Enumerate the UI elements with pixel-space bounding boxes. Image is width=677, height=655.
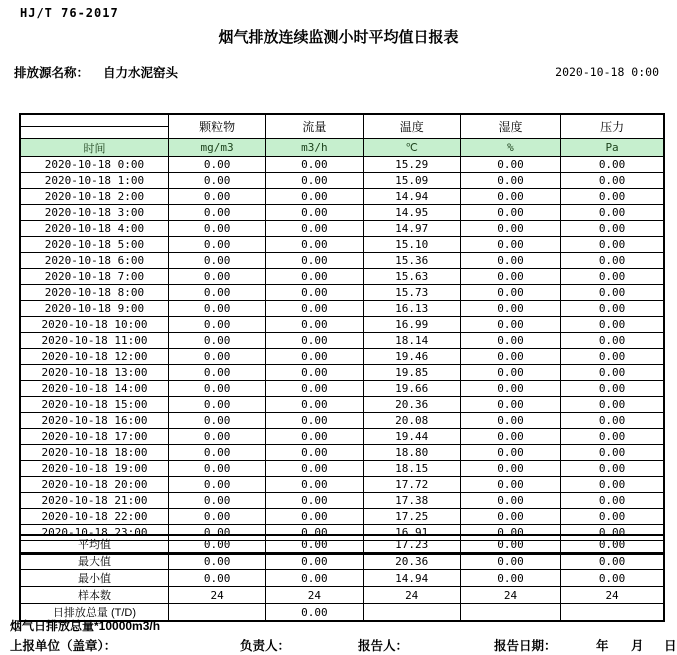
value-cell: 0.00 (460, 333, 560, 349)
summary-value-cell: 24 (168, 587, 265, 604)
table-row (20, 413, 664, 429)
time-cell: 2020-10-18 10:00 (20, 317, 168, 333)
value-cell: 0.00 (266, 525, 363, 541)
value-cell: 0.00 (266, 445, 363, 461)
value-cell: 0.00 (266, 317, 363, 333)
time-cell: 2020-10-18 22:00 (20, 509, 168, 525)
value-cell: 0.00 (561, 237, 664, 253)
emission-source-name: 自力水泥窑头 (103, 66, 179, 80)
column-header-flow: 流量 (266, 114, 363, 139)
table-row (20, 237, 664, 253)
value-cell: 0.00 (460, 397, 560, 413)
value-cell: 0.00 (266, 237, 363, 253)
value-cell: 0.00 (561, 445, 664, 461)
table-row (20, 189, 664, 205)
summary-label-cell: 平均值 (20, 535, 168, 553)
summary-value-cell: 24 (266, 587, 363, 604)
responsible-person-label: 负责人： (240, 639, 291, 653)
value-cell: 0.00 (561, 173, 664, 189)
value-cell: 0.00 (168, 205, 265, 221)
reporter-label: 报告人： (358, 639, 409, 653)
value-cell: 0.00 (266, 173, 363, 189)
value-cell: 18.15 (363, 461, 460, 477)
value-cell: 0.00 (460, 285, 560, 301)
summary-value-cell: 0.00 (266, 604, 363, 622)
report-datetime: 2020-10-18 0:00 (555, 65, 659, 79)
time-cell: 2020-10-18 3:00 (20, 205, 168, 221)
emission-source-label: 排放源名称： (14, 66, 90, 80)
value-cell: 15.09 (363, 173, 460, 189)
time-cell: 2020-10-18 9:00 (20, 301, 168, 317)
time-cell: 2020-10-18 20:00 (20, 477, 168, 493)
value-cell: 0.00 (168, 397, 265, 413)
table-row (20, 173, 664, 189)
value-cell: 0.00 (266, 205, 363, 221)
value-cell: 0.00 (266, 461, 363, 477)
time-cell: 2020-10-18 0:00 (20, 157, 168, 173)
day-label: 日 (664, 639, 677, 653)
value-cell: 0.00 (266, 381, 363, 397)
time-cell: 2020-10-18 15:00 (20, 397, 168, 413)
summary-value-cell: 20.36 (363, 553, 460, 570)
table-row (20, 269, 664, 285)
time-cell: 2020-10-18 2:00 (20, 189, 168, 205)
value-cell: 14.95 (363, 205, 460, 221)
value-cell: 19.85 (363, 365, 460, 381)
table-row (20, 221, 664, 237)
value-cell: 0.00 (561, 493, 664, 509)
page-title: 烟气排放连续监测小时平均值日报表 (218, 29, 459, 46)
value-cell: 17.25 (363, 509, 460, 525)
summary-value-cell: 0.00 (168, 553, 265, 570)
value-cell: 0.00 (561, 301, 664, 317)
value-cell: 15.73 (363, 285, 460, 301)
summary-value-cell: 0.00 (561, 553, 664, 570)
summary-value-cell: 0.00 (168, 570, 265, 587)
value-cell: 20.36 (363, 397, 460, 413)
value-cell: 0.00 (168, 525, 265, 541)
table-row (20, 493, 664, 509)
time-cell: 2020-10-18 17:00 (20, 429, 168, 445)
value-cell: 0.00 (266, 397, 363, 413)
summary-row (20, 570, 664, 587)
value-cell: 15.10 (363, 237, 460, 253)
value-cell: 0.00 (168, 461, 265, 477)
summary-value-cell: 14.94 (363, 570, 460, 587)
value-cell: 0.00 (266, 429, 363, 445)
value-cell: 0.00 (460, 317, 560, 333)
value-cell: 0.00 (561, 477, 664, 493)
summary-value-cell: 24 (460, 587, 560, 604)
summary-rows (20, 535, 664, 621)
value-cell: 17.72 (363, 477, 460, 493)
table-row (20, 397, 664, 413)
unit-header-row (20, 139, 664, 157)
value-cell: 17.38 (363, 493, 460, 509)
value-cell: 0.00 (460, 237, 560, 253)
value-cell: 19.46 (363, 349, 460, 365)
value-cell: 0.00 (561, 397, 664, 413)
value-cell: 0.00 (168, 445, 265, 461)
value-cell: 0.00 (561, 205, 664, 221)
time-cell: 2020-10-18 13:00 (20, 365, 168, 381)
value-cell: 0.00 (266, 493, 363, 509)
table-row (20, 205, 664, 221)
value-cell: 0.00 (460, 205, 560, 221)
value-cell: 0.00 (460, 221, 560, 237)
summary-label-cell: 最小值 (20, 570, 168, 587)
report-unit-label: 上报单位（盖章）： (10, 639, 117, 653)
value-cell: 0.00 (561, 429, 664, 445)
hour-rows (20, 157, 664, 541)
value-cell: 0.00 (168, 333, 265, 349)
total-emission-note: 烟气日排放总量*10000m3/h (10, 619, 161, 633)
value-cell: 19.44 (363, 429, 460, 445)
time-cell: 2020-10-18 5:00 (20, 237, 168, 253)
value-cell: 0.00 (561, 365, 664, 381)
summary-label-cell: 最大值 (20, 553, 168, 570)
value-cell: 16.13 (363, 301, 460, 317)
value-cell: 0.00 (460, 381, 560, 397)
value-cell: 0.00 (460, 349, 560, 365)
value-cell: 0.00 (266, 365, 363, 381)
table-row (20, 445, 664, 461)
unit-celsius: ℃ (363, 139, 460, 157)
summary-value-cell (168, 604, 265, 622)
summary-value-cell: 17.23 (363, 535, 460, 553)
time-cell: 2020-10-18 19:00 (20, 461, 168, 477)
summary-value-cell: 24 (363, 587, 460, 604)
summary-value-cell: 0.00 (460, 570, 560, 587)
value-cell: 0.00 (266, 413, 363, 429)
value-cell: 0.00 (561, 509, 664, 525)
value-cell: 16.99 (363, 317, 460, 333)
corner-cell-bottom (21, 127, 168, 138)
value-cell: 0.00 (168, 253, 265, 269)
value-cell: 0.00 (266, 285, 363, 301)
table-row (20, 509, 664, 525)
value-cell: 0.00 (168, 285, 265, 301)
time-cell: 2020-10-18 21:00 (20, 493, 168, 509)
value-cell: 0.00 (168, 349, 265, 365)
value-cell: 0.00 (168, 173, 265, 189)
unit-pa: Pa (561, 139, 664, 157)
value-cell: 0.00 (168, 477, 265, 493)
summary-value-cell (363, 604, 460, 622)
table-row (20, 381, 664, 397)
value-cell: 0.00 (561, 525, 664, 541)
value-cell: 0.00 (460, 301, 560, 317)
value-cell: 0.00 (460, 253, 560, 269)
value-cell: 14.94 (363, 189, 460, 205)
value-cell: 0.00 (561, 413, 664, 429)
summary-value-cell: 0.00 (460, 535, 560, 553)
value-cell: 0.00 (460, 493, 560, 509)
value-cell: 0.00 (168, 413, 265, 429)
value-cell: 0.00 (168, 301, 265, 317)
report-date-label: 报告日期： (494, 639, 557, 653)
table-row (20, 333, 664, 349)
value-cell: 0.00 (561, 221, 664, 237)
table-row (20, 301, 664, 317)
value-cell: 0.00 (168, 381, 265, 397)
summary-value-cell: 24 (561, 587, 664, 604)
summary-value-cell: 0.00 (266, 553, 363, 570)
column-header-humidity: 湿度 (460, 114, 560, 139)
value-cell: 0.00 (561, 285, 664, 301)
value-cell: 0.00 (266, 189, 363, 205)
unit-mg-m3: mg/m3 (168, 139, 265, 157)
table-row (20, 365, 664, 381)
value-cell: 15.36 (363, 253, 460, 269)
value-cell: 0.00 (168, 189, 265, 205)
value-cell: 0.00 (460, 173, 560, 189)
value-cell: 0.00 (266, 349, 363, 365)
time-cell: 2020-10-18 6:00 (20, 253, 168, 269)
value-cell: 0.00 (460, 157, 560, 173)
table-row (20, 253, 664, 269)
value-cell: 0.00 (460, 509, 560, 525)
value-cell: 0.00 (168, 221, 265, 237)
value-cell: 0.00 (460, 269, 560, 285)
corner-cell-top (21, 115, 168, 127)
summary-value-cell: 0.00 (266, 535, 363, 553)
value-cell: 0.00 (561, 157, 664, 173)
value-cell: 0.00 (266, 509, 363, 525)
value-cell: 18.14 (363, 333, 460, 349)
value-cell: 0.00 (266, 477, 363, 493)
value-cell: 15.29 (363, 157, 460, 173)
value-cell: 0.00 (561, 461, 664, 477)
table-row (20, 477, 664, 493)
unit-percent: % (460, 139, 560, 157)
value-cell: 0.00 (561, 189, 664, 205)
column-header-temperature: 温度 (363, 114, 460, 139)
value-cell: 0.00 (266, 301, 363, 317)
value-cell: 0.00 (460, 365, 560, 381)
value-cell: 0.00 (168, 317, 265, 333)
table-row (20, 317, 664, 333)
value-cell: 0.00 (266, 269, 363, 285)
value-cell: 0.00 (460, 477, 560, 493)
summary-value-cell (460, 604, 560, 622)
value-cell: 0.00 (460, 413, 560, 429)
summary-value-cell: 0.00 (266, 570, 363, 587)
summary-label-cell: 样本数 (20, 587, 168, 604)
table-row (20, 461, 664, 477)
value-cell: 14.97 (363, 221, 460, 237)
summary-value-cell: 0.00 (561, 570, 664, 587)
value-cell: 0.00 (266, 157, 363, 173)
table-row (20, 429, 664, 445)
unit-m3-h: m3/h (266, 139, 363, 157)
value-cell: 0.00 (168, 493, 265, 509)
table-row (20, 157, 664, 173)
time-cell: 2020-10-18 16:00 (20, 413, 168, 429)
corner-split-cell (20, 114, 168, 139)
value-cell: 0.00 (561, 317, 664, 333)
table-row (20, 285, 664, 301)
value-cell: 0.00 (460, 461, 560, 477)
value-cell: 0.00 (168, 157, 265, 173)
time-cell: 2020-10-18 1:00 (20, 173, 168, 189)
value-cell: 0.00 (168, 509, 265, 525)
hourly-data-table (19, 113, 665, 555)
value-cell: 0.00 (266, 333, 363, 349)
time-cell: 2020-10-18 4:00 (20, 221, 168, 237)
value-cell: 0.00 (561, 253, 664, 269)
pollutant-header-row (20, 114, 664, 139)
value-cell: 0.00 (266, 221, 363, 237)
value-cell: 0.00 (561, 381, 664, 397)
emission-source-line (14, 63, 178, 81)
month-label: 月 (631, 639, 644, 653)
value-cell: 0.00 (460, 525, 560, 541)
time-cell: 2020-10-18 7:00 (20, 269, 168, 285)
value-cell: 0.00 (168, 365, 265, 381)
summary-row (20, 587, 664, 604)
standard-number: HJ/T 76-2017 (20, 6, 119, 20)
time-cell: 2020-10-18 8:00 (20, 285, 168, 301)
value-cell: 0.00 (460, 429, 560, 445)
summary-label-cell: 日排放总量 (T/D) (20, 604, 168, 622)
value-cell: 0.00 (561, 333, 664, 349)
value-cell: 0.00 (561, 269, 664, 285)
summary-row (20, 553, 664, 570)
value-cell: 0.00 (460, 445, 560, 461)
value-cell: 0.00 (266, 253, 363, 269)
value-cell: 0.00 (168, 237, 265, 253)
value-cell: 0.00 (561, 349, 664, 365)
value-cell: 20.08 (363, 413, 460, 429)
value-cell: 16.91 (363, 525, 460, 541)
value-cell: 15.63 (363, 269, 460, 285)
value-cell: 0.00 (168, 269, 265, 285)
column-header-pressure: 压力 (561, 114, 664, 139)
time-cell: 2020-10-18 12:00 (20, 349, 168, 365)
year-label: 年 (596, 639, 609, 653)
summary-row (20, 535, 664, 553)
value-cell: 0.00 (460, 189, 560, 205)
summary-table (19, 534, 665, 622)
summary-value-cell: 0.00 (168, 535, 265, 553)
value-cell: 18.80 (363, 445, 460, 461)
time-cell: 2020-10-18 14:00 (20, 381, 168, 397)
time-cell: 2020-10-18 23:00 (20, 525, 168, 541)
time-cell: 2020-10-18 18:00 (20, 445, 168, 461)
time-header-cell: 时间 (20, 139, 168, 157)
summary-value-cell: 0.00 (460, 553, 560, 570)
summary-value-cell: 0.00 (561, 535, 664, 553)
value-cell: 0.00 (168, 429, 265, 445)
value-cell: 19.66 (363, 381, 460, 397)
summary-value-cell (561, 604, 664, 622)
column-header-particulate: 颗粒物 (168, 114, 265, 139)
table-row (20, 349, 664, 365)
time-cell: 2020-10-18 11:00 (20, 333, 168, 349)
